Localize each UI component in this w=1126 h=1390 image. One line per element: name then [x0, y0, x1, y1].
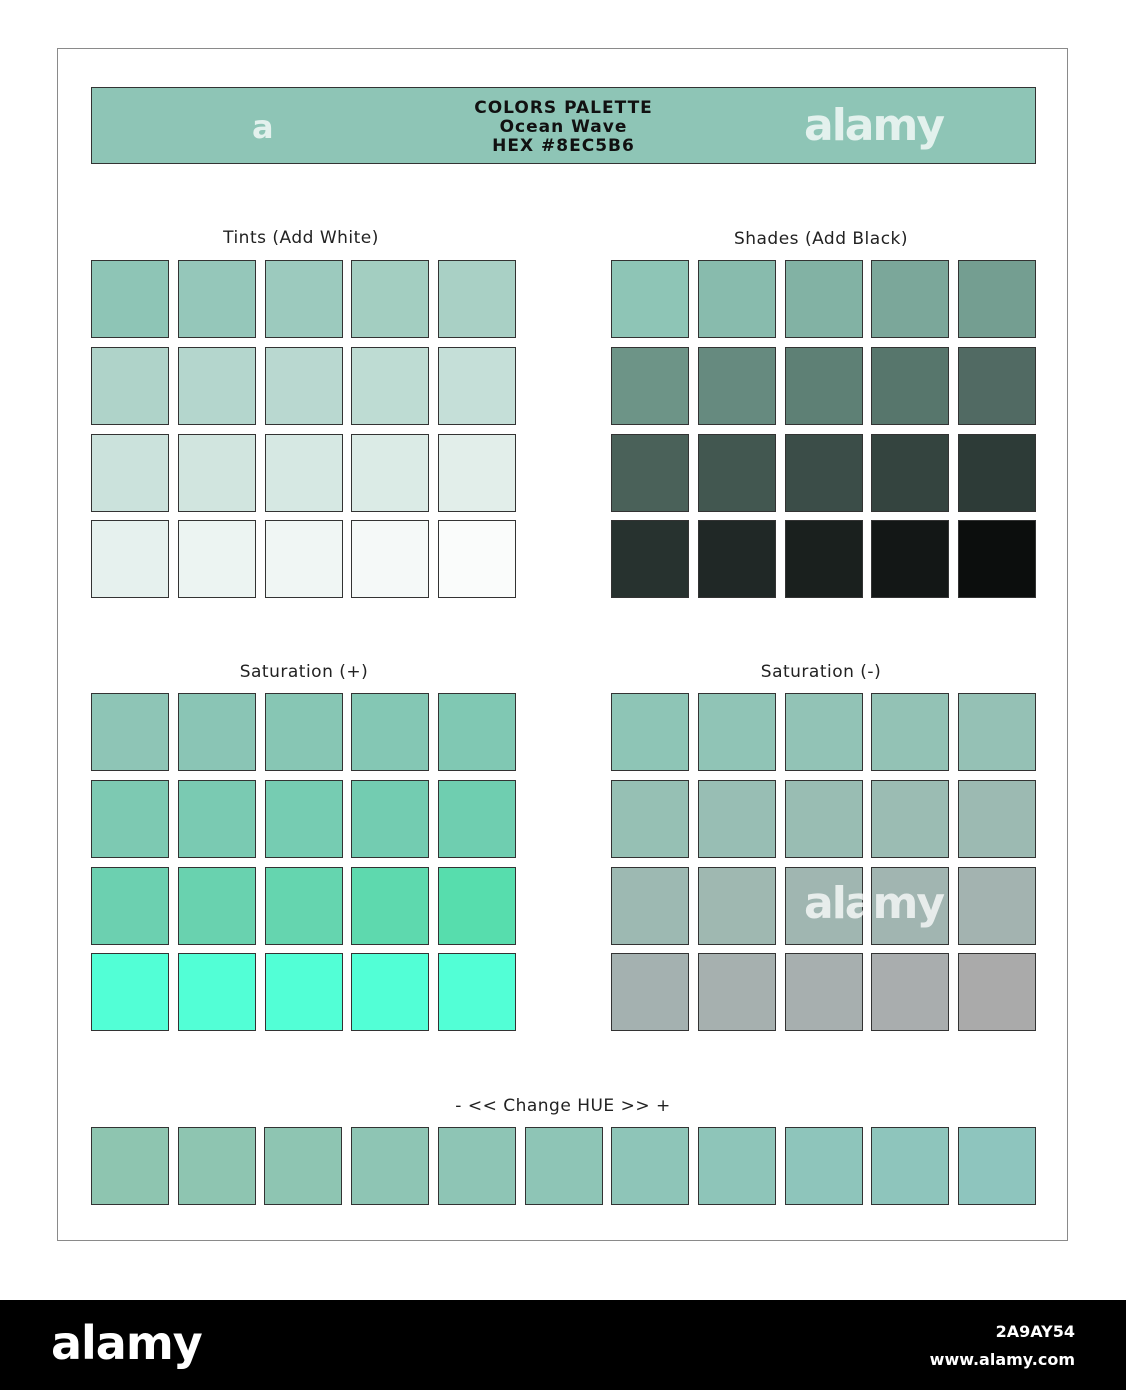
color-swatch: [958, 867, 1036, 945]
color-swatch: [351, 780, 429, 858]
color-swatch: [178, 520, 256, 598]
color-swatch: [178, 953, 256, 1031]
header-color-name: Ocean Wave: [499, 117, 628, 137]
color-swatch: [871, 780, 949, 858]
hue-swatch: [525, 1127, 603, 1205]
saturation-minus-grid: [611, 693, 1036, 1031]
color-swatch: [958, 260, 1036, 338]
color-swatch: [351, 953, 429, 1031]
color-swatch: [438, 693, 516, 771]
color-swatch: [958, 780, 1036, 858]
change-hue-title: - << Change HUE >> +: [455, 1096, 671, 1116]
color-swatch: [698, 780, 776, 858]
color-swatch: [178, 347, 256, 425]
header-title: COLORS PALETTE: [474, 98, 653, 118]
hue-swatch: [438, 1127, 516, 1205]
color-swatch: [178, 434, 256, 512]
color-swatch: [265, 520, 343, 598]
color-swatch: [438, 434, 516, 512]
shades-grid: [611, 260, 1036, 598]
color-swatch: [871, 867, 949, 945]
color-swatch: [871, 693, 949, 771]
color-swatch: [351, 867, 429, 945]
color-swatch: [871, 953, 949, 1031]
color-swatch: [698, 867, 776, 945]
color-swatch: [785, 693, 863, 771]
color-swatch: [438, 780, 516, 858]
hue-swatch: [351, 1127, 429, 1205]
color-swatch: [785, 867, 863, 945]
hue-swatch: [871, 1127, 949, 1205]
color-swatch: [785, 780, 863, 858]
color-swatch: [351, 347, 429, 425]
color-swatch: [698, 260, 776, 338]
color-swatch: [438, 260, 516, 338]
color-swatch: [611, 347, 689, 425]
color-swatch: [611, 260, 689, 338]
hue-swatch: [958, 1127, 1036, 1205]
color-swatch: [265, 260, 343, 338]
color-swatch: [351, 434, 429, 512]
color-swatch: [265, 434, 343, 512]
color-swatch: [91, 520, 169, 598]
color-swatch: [785, 520, 863, 598]
hue-swatch: [698, 1127, 776, 1205]
color-swatch: [351, 520, 429, 598]
hue-swatch: [264, 1127, 342, 1205]
color-swatch: [265, 693, 343, 771]
color-swatch: [611, 693, 689, 771]
color-swatch: [698, 520, 776, 598]
footer-image-id: 2A9AY54: [995, 1322, 1075, 1341]
color-swatch: [438, 520, 516, 598]
color-swatch: [351, 260, 429, 338]
color-swatch: [265, 867, 343, 945]
color-swatch: [958, 953, 1036, 1031]
color-swatch: [958, 347, 1036, 425]
color-swatch: [958, 434, 1036, 512]
color-swatch: [265, 347, 343, 425]
saturation-minus-title: Saturation (-): [760, 662, 882, 682]
color-swatch: [91, 260, 169, 338]
hue-swatch: [785, 1127, 863, 1205]
saturation-plus-grid: [91, 693, 516, 1031]
color-swatch: [611, 780, 689, 858]
color-swatch: [785, 260, 863, 338]
color-swatch: [785, 953, 863, 1031]
color-swatch: [958, 520, 1036, 598]
color-swatch: [178, 260, 256, 338]
color-swatch: [265, 953, 343, 1031]
color-swatch: [611, 867, 689, 945]
color-swatch: [91, 434, 169, 512]
color-swatch: [698, 693, 776, 771]
color-swatch: [611, 953, 689, 1031]
color-swatch: [871, 347, 949, 425]
tints-title: Tints (Add White): [223, 228, 379, 248]
hue-swatch: [611, 1127, 689, 1205]
header-hex-code: HEX #8EC5B6: [492, 136, 635, 156]
hue-row: [91, 1127, 1036, 1205]
color-swatch: [698, 434, 776, 512]
color-swatch: [351, 693, 429, 771]
watermark-letter: a: [252, 108, 274, 146]
color-swatch: [438, 953, 516, 1031]
color-swatch: [698, 347, 776, 425]
color-swatch: [958, 693, 1036, 771]
color-swatch: [438, 867, 516, 945]
watermark-logo-mid: alamy: [804, 878, 943, 929]
color-swatch: [438, 347, 516, 425]
color-swatch: [611, 434, 689, 512]
tints-grid: [91, 260, 516, 598]
color-swatch: [178, 867, 256, 945]
color-swatch: [91, 347, 169, 425]
color-swatch: [91, 953, 169, 1031]
color-swatch: [265, 780, 343, 858]
footer-bar: [0, 1300, 1126, 1390]
color-swatch: [785, 434, 863, 512]
color-swatch: [178, 780, 256, 858]
color-swatch: [91, 780, 169, 858]
color-swatch: [871, 260, 949, 338]
color-swatch: [871, 434, 949, 512]
palette-frame: [57, 48, 1068, 1241]
footer-logo: alamy: [51, 1316, 202, 1370]
shades-title: Shades (Add Black): [733, 229, 909, 249]
hue-swatch: [178, 1127, 256, 1205]
color-swatch: [611, 520, 689, 598]
palette-header-banner: [91, 87, 1036, 164]
color-swatch: [91, 693, 169, 771]
color-swatch: [785, 347, 863, 425]
color-swatch: [698, 953, 776, 1031]
color-swatch: [871, 520, 949, 598]
color-swatch: [178, 693, 256, 771]
color-swatch: [91, 867, 169, 945]
watermark-logo: alamy: [804, 100, 943, 151]
footer-url: www.alamy.com: [929, 1350, 1075, 1369]
hue-swatch: [91, 1127, 169, 1205]
saturation-plus-title: Saturation (+): [239, 662, 369, 682]
